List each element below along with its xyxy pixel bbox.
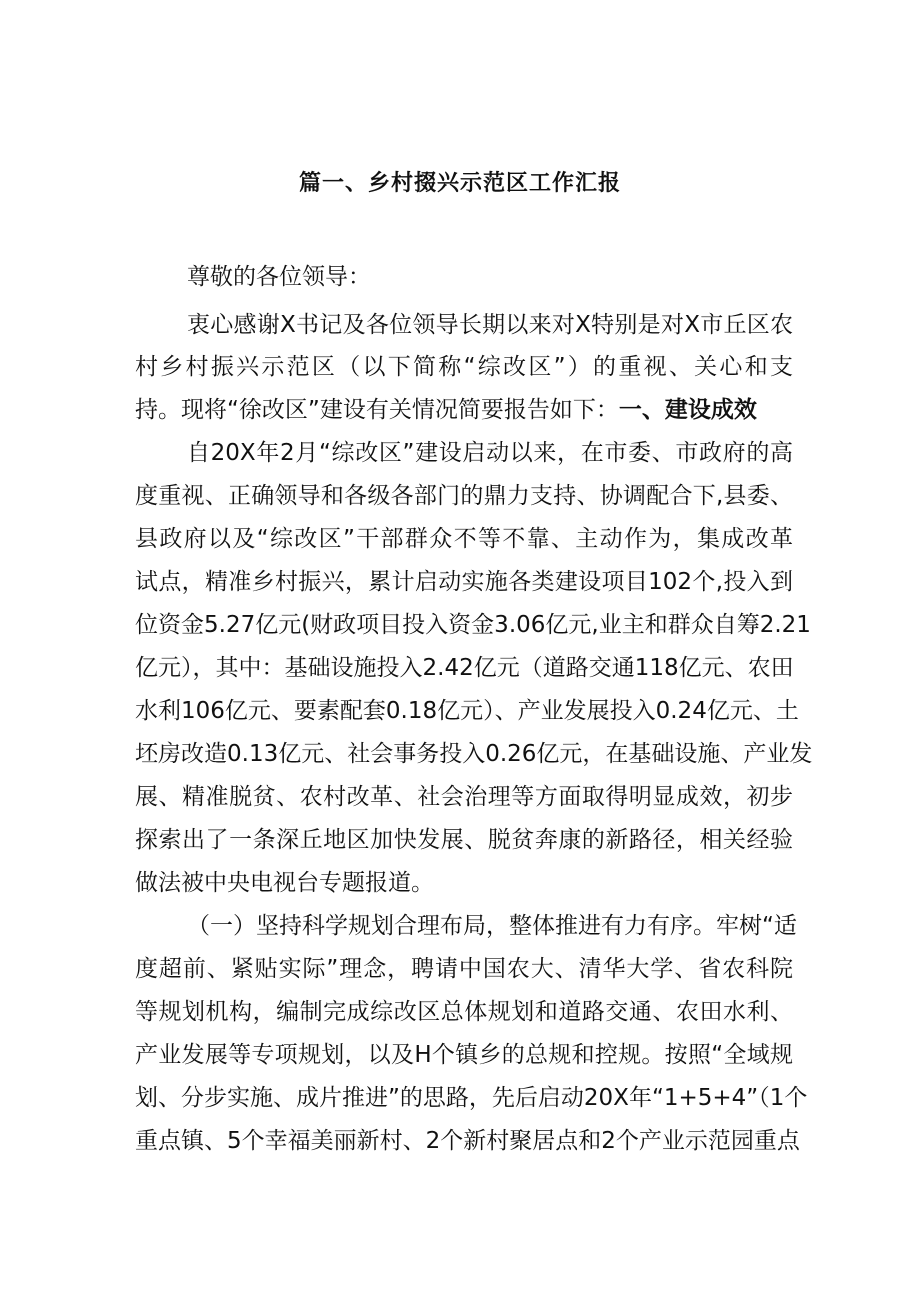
p2-line-3: 等规划机构，编制完成综改区总体规划和道路交通、农田水利、 [135,999,793,1025]
p2-line-5: 划、分步实施、成片推进”的思路，先后启动20X年“1+5+4”（1个 [135,1085,808,1111]
p1-line-10: 探索出了一条深丘地区加快发展、脱贫奔康的新路径，相关经验 [135,827,793,853]
p1-line-11: 做法被中央电视台专题报道。 [135,870,434,896]
p2-line-6: 重点镇、5个幸福美丽新村、2个新村聚居点和2个产业示范园重点 [135,1128,800,1154]
intro-line-2: 村乡村振兴示范区（以下简称“综改区”）的重视、关心和支 [135,354,793,380]
p1-line-6: 亿元），其中：基础设施投入2.42亿元（道路交通118亿元、农田 [135,655,794,681]
p1-line-8: 坯房改造0.13亿元、社会事务投入0.26亿元，在基础设施、产业发 [135,741,813,767]
document-title: 篇一、乡村掇兴示范区工作汇报 [298,171,621,196]
p1-line-5: 位资金5.27亿元(财政项目投入资金3.06亿元,业主和群众自筹2.21 [135,612,811,638]
greeting: 尊敬的各位领导： [187,264,371,290]
intro-line-1: 衷心感谢X书记及各位领导长期以来对X特别是对X市丘区农 [187,312,793,338]
p1-line-9: 展、精准脱贫、农村改革、社会治理等方面取得明显成效，初步 [135,784,793,810]
p1-line-4: 试点，精准乡村振兴，累计启动实施各类建设项目102个,投入到 [135,569,793,595]
intro-text: 持。现将“徐改区”建设有关情况简要报告如下： [135,397,619,423]
p1-line-1: 自20X年2月“综改区”建设启动以来，在市委、市政府的高 [187,440,793,466]
p1-line-2: 度重视、正确领导和各级各部门的鼎力支持、协调配合下,县委、 [135,483,793,509]
p2-line-1: （一）坚持科学规划合理布局，整体推进有力有序。牢树“适 [187,913,797,939]
p2-line-2: 度超前、紧贴实际”理念，聘请中国农大、清华大学、省农科院 [135,956,793,982]
section-heading: 一、建设成效 [618,397,757,423]
intro-line-3 [135,395,793,425]
p1-line-7: 水利106亿元、要素配套0.18亿元）、产业发展投入0.24亿元、土 [135,698,799,724]
p2-line-4: 产业发展等专项规划，以及H个镇乡的总规和控规。按照“全域规 [135,1042,793,1068]
p1-line-3: 县政府以及“综改区”干部群众不等不靠、主动作为，集成改革 [135,526,793,552]
